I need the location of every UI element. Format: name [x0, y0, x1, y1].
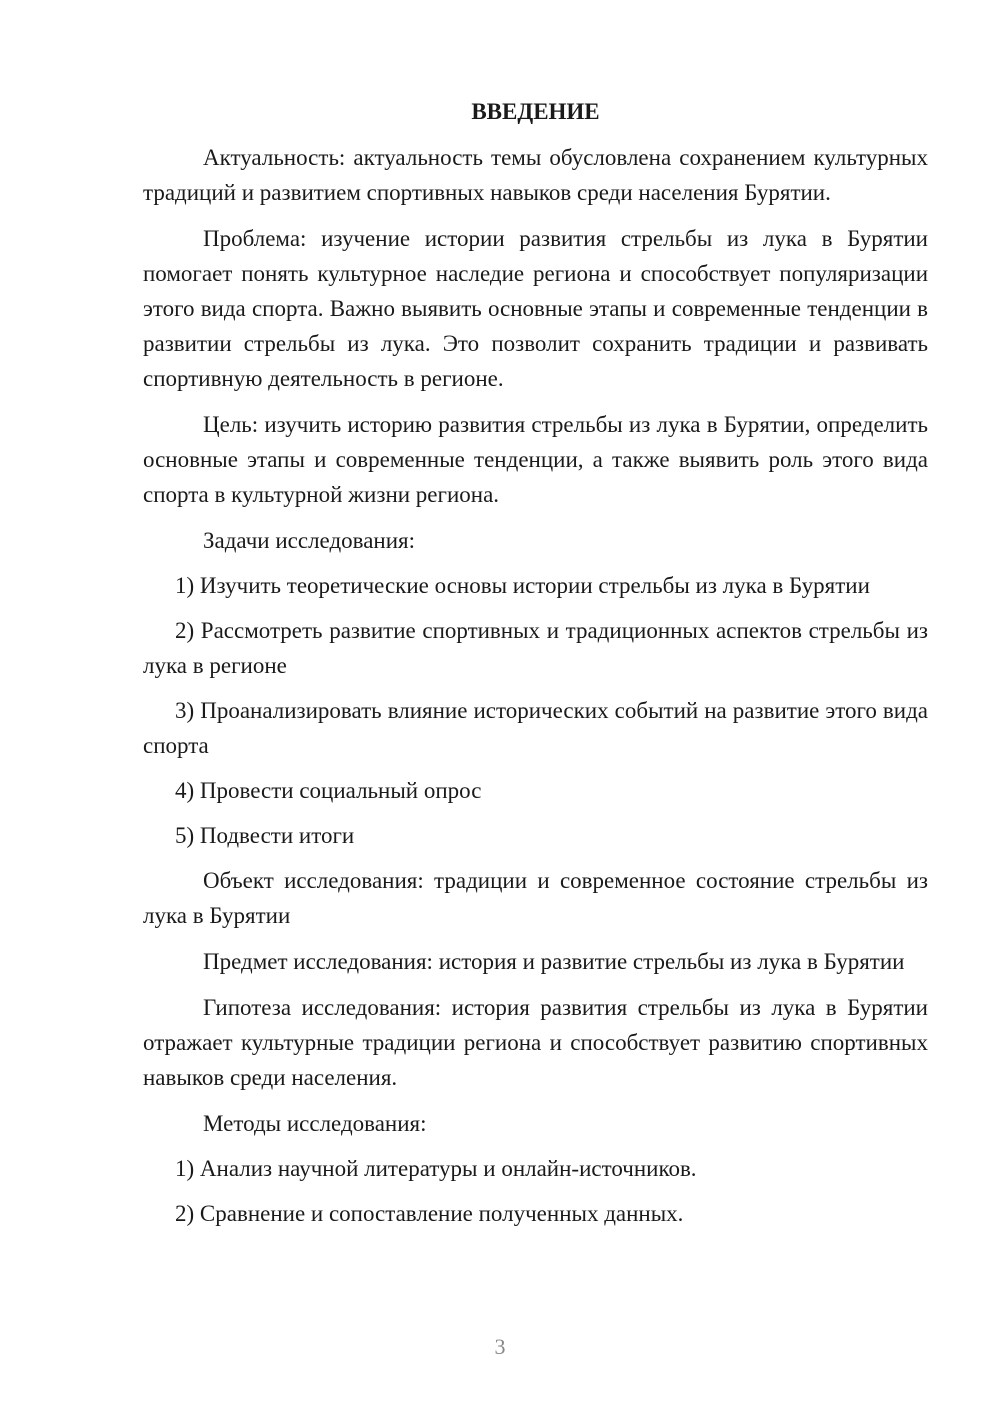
task-item-4: 4) Провести социальный опрос	[175, 778, 482, 803]
hypothesis-paragraph: Гипотеза исследования: история развития стрельбы из лука в Бурятии отражает культурные традиции региона и способствует развитию спортивных навыков среди населения.	[143, 995, 928, 1090]
method-item-1: 1) Анализ научной литературы и онлайн-источников.	[175, 1156, 697, 1181]
method-item-2: 2) Сравнение и сопоставление полученных данных.	[175, 1201, 684, 1226]
tasks-heading: Задачи исследования:	[203, 528, 416, 553]
actuality-paragraph: Актуальность: актуальность темы обусловлена сохранением культурных традиций и развитием спортивных навыков среди населения Бурятии.	[143, 145, 928, 205]
subject-paragraph: Предмет исследования: история и развитие стрельбы из лука в Бурятии	[203, 949, 905, 974]
problem-paragraph: Проблема: изучение истории развития стрельбы из лука в Бурятии помогает понять культурное наследие региона и способствует популяризации этого вида спорта. Важно выявить основные этапы и современные тенденции в развитии стрельбы из лука. Это позволит сохранить традиции и развивать спортивную деятельность в регионе.	[143, 226, 928, 391]
goal-paragraph: Цель: изучить историю развития стрельбы из лука в Бурятии, определить основные этапы и современные тенденции, а также выявить роль этого вида спорта в культурной жизни региона.	[143, 412, 928, 507]
object-paragraph: Объект исследования: традиции и современное состояние стрельбы из лука в Бурятии	[143, 868, 928, 928]
page-content	[143, 94, 928, 1241]
task-item-2: 2) Рассмотреть развитие спортивных и традиционных аспектов стрельбы из лука в регионе	[143, 618, 928, 678]
methods-heading: Методы исследования:	[203, 1111, 427, 1136]
task-item-3: 3) Проанализировать влияние исторических событий на развитие этого вида спорта	[143, 698, 928, 758]
page-title: ВВЕДЕНИЕ	[471, 99, 600, 124]
task-item-1: 1) Изучить теоретические основы истории стрельбы из лука в Бурятии	[175, 573, 870, 598]
task-item-5: 5) Подвести итоги	[175, 823, 355, 848]
page-number: 3	[494, 1334, 506, 1359]
